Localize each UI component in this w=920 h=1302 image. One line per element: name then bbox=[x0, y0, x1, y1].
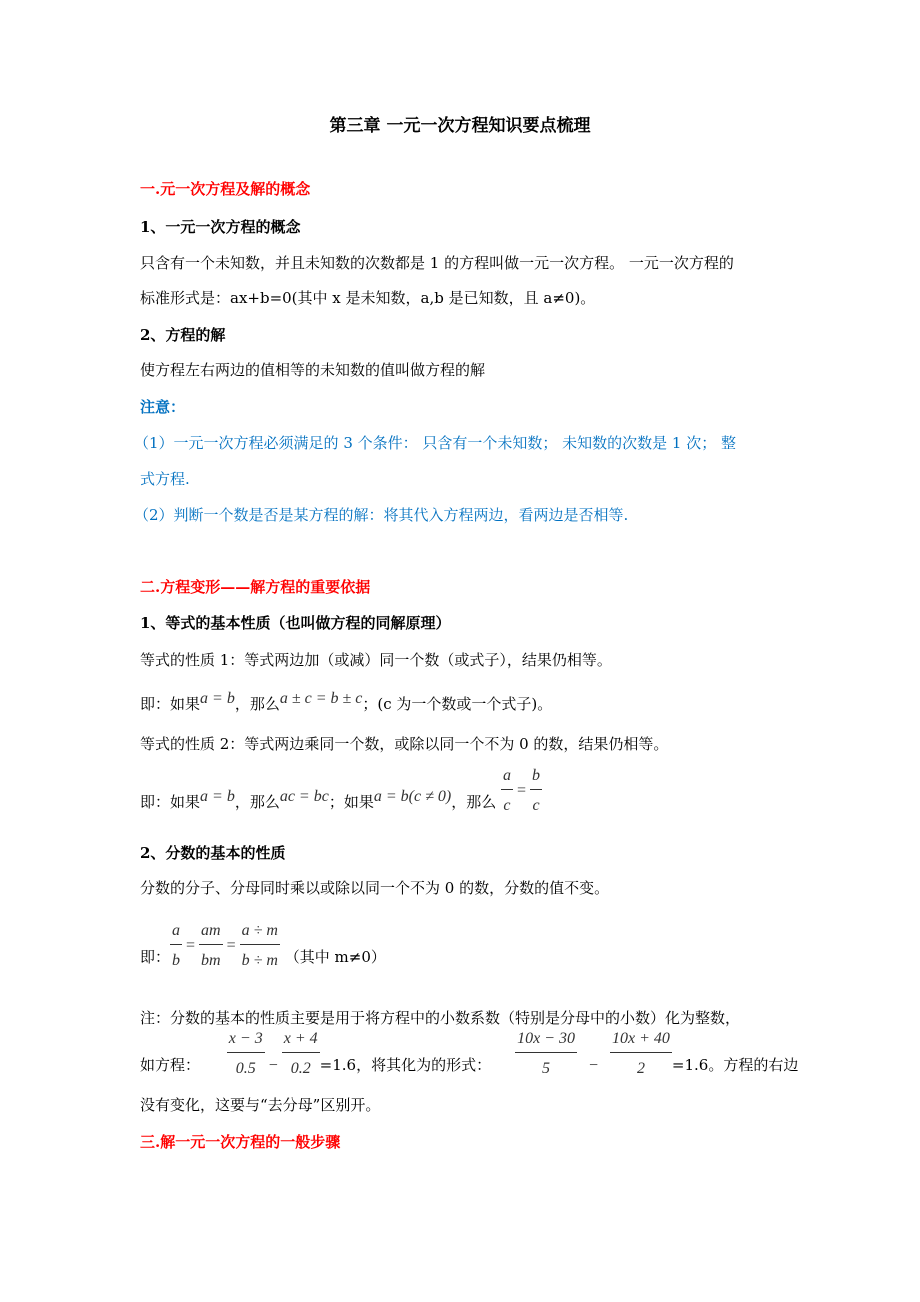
paragraph: 注：分数的基本的性质主要是用于将方程中的小数系数（特别是分母中的小数）化为整数， bbox=[140, 1009, 741, 1027]
section-2-heading: 二.方程变形——解方程的重要依据 bbox=[140, 578, 371, 596]
paragraph: 等式的性质 2：等式两边乘同一个数，或除以同一个不为 0 的数，结果仍相等。 bbox=[140, 735, 669, 753]
math: a = b bbox=[200, 690, 235, 707]
minus: − bbox=[588, 1057, 599, 1074]
fraction bbox=[515, 1029, 577, 1079]
fraction bbox=[530, 766, 542, 816]
denominator: b ÷ m bbox=[241, 952, 278, 969]
note-item: （2）判断一个数是否是某方程的解：将其代入方程两边，看两边是否相等. bbox=[134, 506, 629, 524]
fraction bbox=[501, 766, 513, 816]
text: ；(c 为一个数或一个式子)。 bbox=[362, 695, 553, 713]
text: 即：如果 bbox=[140, 695, 201, 713]
text: ；如果 bbox=[328, 793, 374, 811]
text: ，那么 bbox=[234, 695, 280, 713]
formula-line bbox=[140, 1028, 798, 1079]
numerator: 10x − 30 bbox=[515, 1029, 577, 1053]
numerator: a bbox=[170, 921, 182, 945]
denominator: bm bbox=[201, 952, 221, 969]
numerator: a ÷ m bbox=[240, 921, 280, 945]
subheading: 1、等式的基本性质（也叫做方程的同解原理） bbox=[140, 614, 451, 632]
subheading: 2、分数的基本的性质 bbox=[140, 844, 286, 862]
text: ，那么 bbox=[234, 793, 280, 811]
paragraph: 等式的性质 1：等式两边加（或减）同一个数（或式子），结果仍相等。 bbox=[140, 651, 612, 669]
denominator: 5 bbox=[542, 1060, 551, 1077]
note-item: 式方程. bbox=[140, 470, 190, 488]
subheading: 1、一元一次方程的概念 bbox=[140, 218, 301, 236]
paragraph: 标准形式是：ax+b=0(其中 x 是未知数，a,b 是已知数，且 a≠0)。 bbox=[140, 289, 596, 307]
numerator: a bbox=[501, 766, 513, 790]
text: （其中 m≠0） bbox=[284, 948, 386, 966]
fraction bbox=[610, 1029, 672, 1079]
denominator: 2 bbox=[636, 1060, 645, 1077]
text: 如方程： bbox=[140, 1056, 201, 1074]
math: a = b bbox=[200, 788, 235, 805]
section-3-heading: 三.解一元一次方程的一般步骤 bbox=[140, 1133, 341, 1151]
numerator: 10x + 40 bbox=[610, 1029, 672, 1053]
section-1-heading: 一.元一次方程及解的概念 bbox=[140, 180, 311, 198]
paragraph: 只含有一个未知数，并且未知数的次数都是 1 的方程叫做一元一次方程。 一元一次方程的 bbox=[140, 254, 734, 272]
text: 即：如果 bbox=[140, 793, 201, 811]
text: ，那么 bbox=[451, 793, 497, 811]
formula-line bbox=[140, 767, 542, 828]
paragraph: 没有变化，这要与“去分母”区别开。 bbox=[140, 1096, 381, 1114]
page-title: 第三章 一元一次方程知识要点梳理 bbox=[329, 116, 591, 136]
denominator: c bbox=[532, 797, 540, 814]
formula-line bbox=[140, 920, 386, 971]
fraction bbox=[240, 921, 280, 971]
fraction bbox=[199, 921, 223, 971]
numerator: am bbox=[199, 921, 223, 945]
subheading: 2、方程的解 bbox=[140, 326, 226, 344]
paragraph: 使方程左右两边的值相等的未知数的值叫做方程的解 bbox=[140, 361, 486, 379]
math: a ± c = b ± c bbox=[279, 690, 363, 707]
denominator: b bbox=[172, 952, 181, 969]
equals: = bbox=[186, 937, 196, 954]
denominator: 0.2 bbox=[290, 1060, 311, 1077]
minus: − bbox=[268, 1057, 278, 1074]
note-heading: 注意： bbox=[140, 398, 186, 416]
equals: = bbox=[516, 782, 527, 799]
text: =1.6，将其化为的形式： bbox=[319, 1056, 492, 1074]
equals: = bbox=[226, 937, 236, 954]
denominator: c bbox=[503, 797, 511, 814]
numerator: x − 3 bbox=[227, 1029, 265, 1053]
formula-line bbox=[140, 690, 553, 715]
fraction bbox=[282, 1029, 320, 1079]
math: a = b(c ≠ 0) bbox=[373, 788, 452, 805]
denominator: 0.5 bbox=[235, 1060, 256, 1077]
note-item: （1）一元一次方程必须满足的 3 个条件： 只含有一个未知数； 未知数的次数是 1 次； 整 bbox=[134, 434, 737, 452]
fraction bbox=[170, 921, 182, 971]
numerator: b bbox=[530, 766, 542, 790]
text: 即： bbox=[140, 948, 171, 966]
math: ac = bc bbox=[279, 788, 329, 805]
fraction bbox=[227, 1029, 265, 1079]
numerator: x + 4 bbox=[282, 1029, 320, 1053]
text: =1.6。方程的右边 bbox=[671, 1056, 799, 1074]
paragraph: 分数的分子、分母同时乘以或除以同一个不为 0 的数，分数的值不变。 bbox=[140, 879, 610, 897]
